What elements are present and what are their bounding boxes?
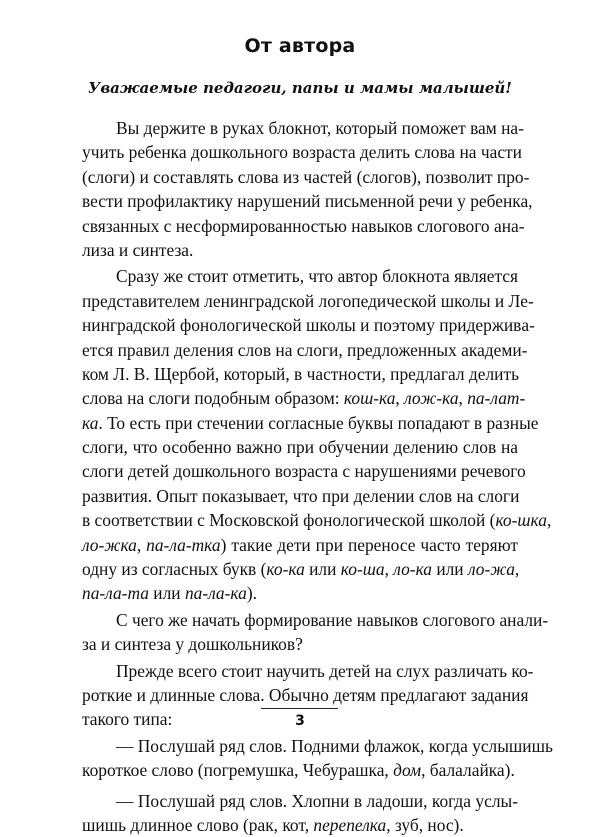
text-run: , балалайка). [421, 760, 515, 781]
text-run: или [431, 559, 468, 580]
text-line: — Послушай ряд слов. Подними флажок, когда услышишь [116, 735, 553, 756]
syllable-example: лож-ка [404, 388, 459, 409]
page-title: От автора [244, 35, 356, 57]
syllable-example: ко-ша [340, 559, 385, 580]
syllable-example: кош-ка [343, 388, 396, 409]
text-line: учить ребенка дошкольного возраста делить слова на части [82, 142, 522, 163]
text-run: , [136, 534, 147, 555]
page-number: 3 [295, 713, 305, 729]
paragraph-1 [82, 116, 533, 262]
text-line: Вы держите в руках блокнот, который поможет вам на- [116, 118, 524, 138]
text-line [82, 758, 518, 782]
text-line [82, 581, 518, 605]
text-line [82, 508, 552, 532]
text-line: роткие и длинные слова. Обычно детям предлагают задания [82, 684, 529, 705]
text-run: , [458, 388, 468, 409]
text-line: С чего же начать формирование навыков слогового анали- [116, 609, 549, 630]
text-run: одну из согласных букв ( [82, 559, 267, 580]
text-line [82, 533, 518, 557]
text-line: — Послушай ряд слов. Хлопни в ладоши, когда услы- [116, 790, 518, 811]
word-example: дом [393, 760, 422, 781]
text-run: . То есть при стечении согласные буквы попадают в разные [98, 412, 539, 433]
text-line: лиза и синтеза. [82, 239, 194, 260]
text-run: , [384, 559, 394, 580]
text-line [82, 813, 518, 837]
text-run: , [514, 559, 520, 580]
text-line: представителем ленинградской логопедической школы и Ле- [82, 290, 534, 311]
text-line: Сразу же стоит отметить, что автор блокнота является [116, 266, 518, 287]
syllable-example: па-ла-ка [184, 583, 247, 604]
text-line: слоги детей дошкольного возраста с нарушениями речевого [82, 461, 526, 482]
paragraph-3 [82, 608, 549, 657]
text-run: шишь длинное слово (рак, кот, [82, 814, 314, 835]
text-line: слоги, что особенно важно при обучении делению слов на [82, 437, 518, 458]
footer-rule [261, 708, 338, 709]
text-run: , [395, 388, 405, 409]
text-run: ) такие дети при переносе часто теряют [220, 534, 518, 555]
text-line [82, 386, 526, 410]
paragraph-6 [82, 789, 518, 837]
text-run: или [148, 583, 185, 604]
syllable-example: ко-ка [266, 559, 305, 580]
syllable-example: па-лат- [467, 388, 526, 409]
syllable-example: ло-жа [467, 559, 515, 580]
text-line: развития. Опыт показывает, что при делении слов на слоги [82, 485, 520, 506]
text-line: вести профилактику нарушений письменной речи у ребенка, [82, 191, 533, 212]
text-line: ется правил деления слов на слоги, предложенных академи- [82, 339, 528, 360]
syllable-example: па-ла-та [82, 583, 149, 604]
text-run: в соответствии с Московской фонологической школой ( [82, 510, 496, 531]
syllable-example: ко-шка [495, 510, 547, 531]
text-line [82, 557, 518, 581]
text-line [82, 411, 539, 435]
syllable-example: ло-жка [82, 534, 137, 555]
paragraph-5 [82, 734, 553, 783]
text-run: короткое слово (погремушка, Чебурашка, [82, 760, 394, 781]
text-run: ). [246, 583, 257, 604]
text-line: Прежде всего стоит научить детей на слух различать ко- [116, 660, 534, 681]
text-line: связанных с несформированностью навыков слогового ана- [82, 215, 525, 236]
syllable-example: ло-ка [393, 559, 432, 580]
syllable-example: ка [82, 412, 99, 433]
text-line: за и синтеза у дошкольников? [82, 634, 303, 655]
text-line: ком Л. В. Щербой, который, в частности, предлагал делить [82, 363, 519, 384]
text-run: , зуб, нос). [386, 814, 464, 835]
text-run: или [304, 559, 341, 580]
text-line: такого типа: [82, 709, 173, 730]
page-subtitle: Уважаемые педагоги, папы и мамы малышей! [88, 79, 512, 97]
text-line: (слоги) и составлять слова из частей (слогов), позволит про- [82, 166, 530, 187]
word-example: перепелка [313, 814, 387, 835]
text-run: , [546, 510, 552, 531]
text-run: слова на слоги подобным образом: [82, 388, 344, 409]
syllable-example: па-ла-тка [146, 534, 221, 555]
paragraph-2 [82, 264, 552, 605]
text-line: нинградской фонологической школы и поэтому придерживa- [82, 315, 535, 336]
